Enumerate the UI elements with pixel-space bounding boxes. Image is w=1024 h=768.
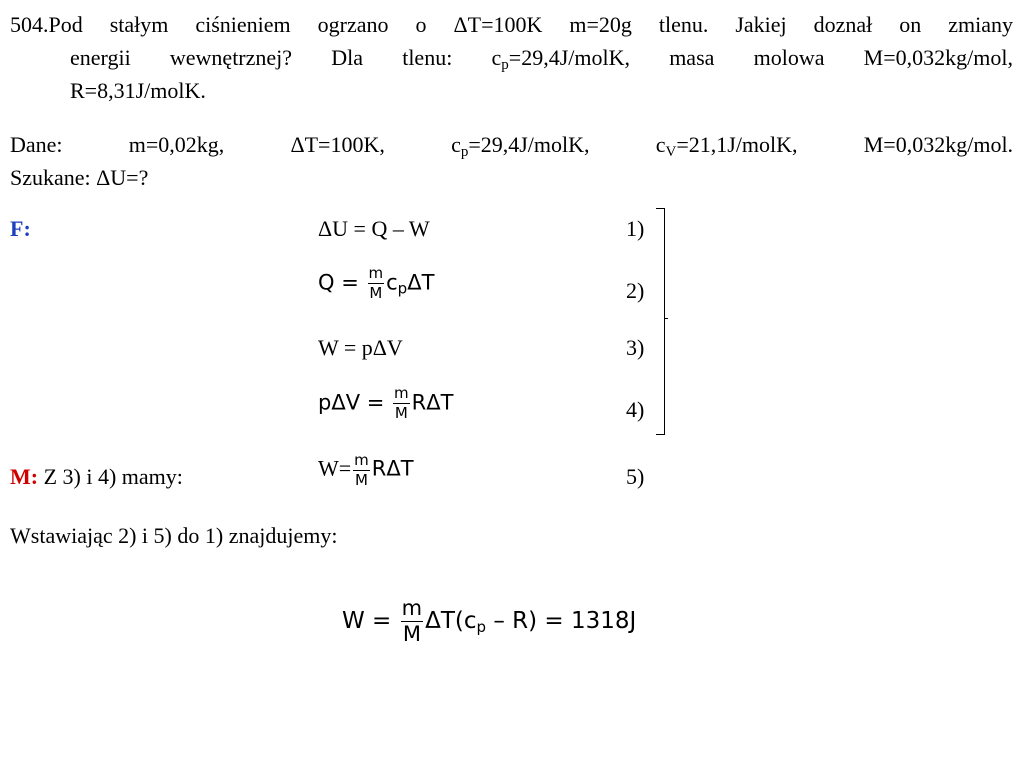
system-bracket-tick bbox=[664, 318, 668, 319]
equation-4-lhs: pΔV = bbox=[318, 390, 385, 415]
problem-line-2-text-b: =29,4J/molK, masa molowa M=0,032kg/mol, bbox=[508, 45, 1013, 70]
equation-2-lhs: Q = bbox=[318, 270, 359, 295]
equation-4-rhs: RΔT bbox=[411, 390, 454, 415]
equation-2-rhs-symbol: c bbox=[386, 270, 398, 295]
equation-2 bbox=[318, 266, 434, 301]
equation-5-denominator: M bbox=[355, 471, 368, 489]
equation-2-number: 2) bbox=[626, 278, 645, 303]
equation-2-fraction bbox=[368, 266, 385, 301]
given-cv bbox=[655, 132, 798, 160]
final-numerator: m bbox=[401, 596, 423, 620]
equation-3-number: 3) bbox=[626, 335, 645, 360]
final-rhs-b: – R) = 1318J bbox=[486, 608, 637, 634]
equation-4-numerator: m bbox=[394, 384, 409, 402]
equation-5-numerator: m bbox=[354, 451, 369, 469]
given-cp bbox=[451, 132, 590, 160]
equation-1: ΔU = Q – W bbox=[318, 216, 430, 241]
equation-5-rhs: RΔT bbox=[371, 456, 414, 481]
final-rhs-sub: p bbox=[476, 618, 487, 636]
equation-3: W = pΔV bbox=[318, 335, 403, 360]
given-delta-t: ΔT=100K, bbox=[290, 132, 385, 157]
given-data bbox=[10, 128, 1013, 194]
problem-statement bbox=[10, 8, 1013, 107]
section-m-text: Z 3) i 4) mamy: bbox=[43, 464, 183, 489]
final-rhs-a: ΔT(c bbox=[425, 608, 477, 634]
equation-2-rhs-delta: ΔT bbox=[407, 270, 435, 295]
given-cp-value: =29,4J/molK, bbox=[468, 132, 590, 157]
equation-2-denominator: M bbox=[369, 284, 383, 302]
problem-line-2 bbox=[10, 41, 1013, 74]
given-cv-sub: V bbox=[665, 144, 677, 160]
given-line bbox=[10, 128, 1013, 161]
final-fraction bbox=[401, 598, 423, 645]
given-label: Dane: bbox=[10, 132, 63, 157]
equation-4-denominator: M bbox=[394, 404, 408, 422]
problem-line-2-text-a: energii wewnętrznej? Dla tlenu: c bbox=[70, 45, 502, 70]
equation-1-number: 1) bbox=[626, 216, 645, 241]
problem-line-3: R=8,31J/molK. bbox=[70, 78, 206, 103]
final-lhs: W = bbox=[342, 608, 392, 634]
given-molar-mass: M=0,032kg/mol. bbox=[863, 132, 1014, 157]
given-cp-symbol: c bbox=[451, 132, 461, 157]
substitution-text: Wstawiając 2) i 5) do 1) znajdujemy: bbox=[10, 523, 338, 548]
equation-5-lhs: W= bbox=[318, 455, 352, 481]
system-bracket bbox=[656, 208, 665, 435]
equation-4 bbox=[318, 386, 453, 421]
given-mass: m=0,02kg, bbox=[128, 132, 225, 157]
given-cv-value: =21,1J/molK, bbox=[676, 132, 798, 157]
equation-2-rhs-sub: p bbox=[397, 279, 408, 298]
section-m-line bbox=[10, 464, 183, 490]
equation-4-number: 4) bbox=[626, 397, 645, 422]
problem-line-2-sub: p bbox=[501, 57, 509, 73]
given-cv-symbol: c bbox=[655, 132, 666, 157]
equation-5-fraction bbox=[353, 453, 370, 488]
section-f-label: F: bbox=[10, 216, 31, 241]
problem-line-1: 504.Pod stałym ciśnieniem ogrzano o ΔT=100K m=20g tlenu. Jakiej doznał on zmiany bbox=[10, 12, 1013, 37]
final-equation bbox=[342, 598, 636, 645]
equation-5 bbox=[318, 453, 414, 488]
equation-2-numerator: m bbox=[368, 264, 384, 282]
section-m-label: M: bbox=[10, 464, 39, 489]
equation-5-number: 5) bbox=[626, 464, 645, 489]
final-denominator: M bbox=[402, 622, 421, 646]
sought-line: Szukane: ΔU=? bbox=[10, 165, 149, 190]
equation-4-fraction bbox=[393, 386, 410, 421]
given-cp-sub: p bbox=[460, 144, 469, 160]
